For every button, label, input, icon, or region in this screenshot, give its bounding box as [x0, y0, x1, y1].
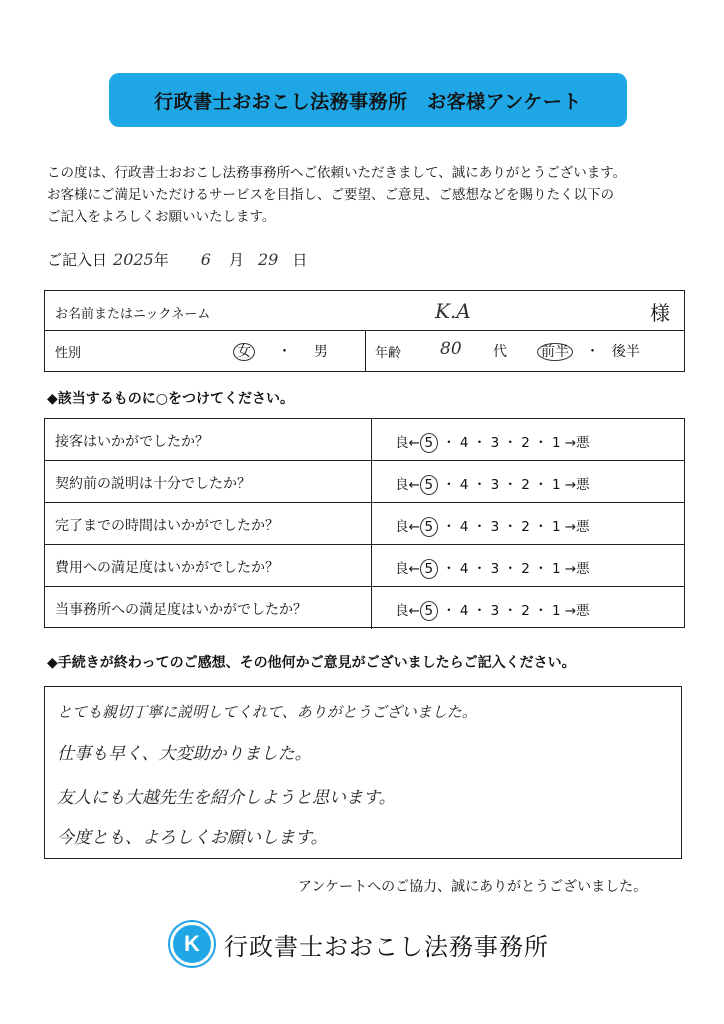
rating-row [45, 503, 684, 545]
scale-sep: ・ [503, 477, 517, 493]
scale-3: 3 [490, 561, 500, 577]
office-name: 行政書士おおこし法務事務所 [224, 932, 549, 961]
comment-line: 友人にも大越先生を紹介しようと思います。 [57, 788, 396, 808]
rating-scale [395, 431, 590, 453]
scale-sep: ・ [503, 519, 517, 535]
scale-good: 良← [395, 435, 420, 451]
scale-4: 4 [459, 561, 469, 577]
date-year: 2025 [113, 250, 154, 269]
age-first-half-selected: 前半 [537, 343, 573, 361]
date-year-unit: 年 [153, 251, 169, 269]
scale-3: 3 [490, 435, 500, 451]
intro-line: ご記入をよろしくお願いいたします。 [47, 209, 276, 225]
intro-text [47, 162, 626, 228]
scale-sep: ・ [534, 561, 548, 577]
name-value: K.A [435, 299, 471, 323]
scale-sep: ・ [503, 603, 517, 619]
scale-sep: ・ [534, 603, 548, 619]
rating-row [45, 461, 684, 503]
scale-bad: →悪 [564, 561, 590, 577]
scale-4: 4 [459, 477, 469, 493]
date-day: 29 [257, 250, 279, 269]
comment-line: とても親切丁寧に説明してくれて、ありがとうございました。 [57, 703, 477, 721]
comment-line: 仕事も早く、大変助かりました。 [57, 744, 312, 764]
rating-table [44, 418, 685, 628]
gender-age-row [45, 331, 684, 371]
age-unit: 代 [493, 344, 507, 360]
scale-3: 3 [490, 519, 500, 535]
rating-row [45, 419, 684, 461]
scale-4: 4 [459, 519, 469, 535]
column-divider [365, 331, 366, 371]
scale-3: 3 [490, 603, 500, 619]
scale-3: 3 [490, 477, 500, 493]
scale-sep: ・ [472, 561, 487, 577]
name-row [45, 291, 684, 331]
date-month-unit: 月 [228, 251, 244, 269]
column-divider [371, 419, 372, 460]
rating-question: 契約前の説明は十分でしたか？ [55, 476, 251, 492]
age-value: 80 [440, 339, 462, 359]
scale-1: 1 [551, 435, 561, 451]
comment-box [44, 686, 682, 859]
scale-5-selected: 5 [420, 475, 438, 495]
scale-sep: ・ [534, 519, 548, 535]
column-divider [371, 587, 372, 629]
scale-2: 2 [521, 561, 530, 577]
age-separator: ・ [585, 344, 600, 360]
scale-sep: ・ [534, 477, 548, 493]
scale-sep: ・ [442, 561, 456, 577]
closing-thanks: アンケートへのご協力、誠にありがとうございました。 [298, 879, 648, 895]
comment-line: 今度とも、よろしくお願いします。 [57, 828, 328, 848]
scale-5-selected: 5 [420, 433, 438, 453]
gender-label: 性別 [55, 346, 82, 361]
rating-scale [395, 473, 590, 495]
rating-scale [395, 515, 590, 537]
scale-sep: ・ [442, 435, 456, 451]
rating-question: 接客はいかがでしたか？ [55, 434, 209, 450]
gender-female-selected: 女 [233, 343, 255, 361]
scale-sep: ・ [472, 603, 487, 619]
rating-question: 完了までの時間はいかがでしたか？ [55, 518, 279, 534]
k-logo-icon [170, 922, 214, 966]
comment-heading: ◆手続きが終わってのご感想、その他何かご意見がございましたらご記入ください。 [47, 655, 576, 671]
gender-options [233, 341, 328, 361]
scale-4: 4 [459, 435, 469, 451]
scale-good: 良← [395, 603, 420, 619]
scale-4: 4 [459, 603, 469, 619]
age-second-half: 後半 [611, 344, 640, 360]
column-divider [371, 503, 372, 544]
rating-question: 当事務所への満足度はいかがでしたか？ [55, 602, 307, 618]
intro-line: この度は、行政書士おおこし法務事務所へご依頼いただきまして、誠にありがとうございます。 [47, 165, 627, 181]
rating-question: 費用への満足度はいかがでしたか？ [55, 560, 279, 576]
name-suffix: 様 [650, 301, 670, 325]
scale-sep: ・ [503, 561, 517, 577]
scale-2: 2 [521, 519, 530, 535]
scale-1: 1 [551, 477, 561, 493]
scale-good: 良← [395, 519, 420, 535]
scale-2: 2 [521, 435, 530, 451]
date-day-unit: 日 [292, 251, 308, 269]
scale-sep: ・ [503, 435, 517, 451]
scale-bad: →悪 [564, 519, 590, 535]
gender-male: 男 [313, 344, 328, 360]
date-label: ご記入日 [47, 251, 108, 269]
name-label: お名前またはニックネーム [55, 307, 211, 322]
scale-5-selected: 5 [420, 601, 438, 621]
scale-bad: →悪 [564, 477, 590, 493]
scale-sep: ・ [442, 603, 456, 619]
scale-1: 1 [551, 603, 561, 619]
rating-scale [395, 557, 590, 579]
age-label: 年齢 [375, 346, 402, 361]
scale-sep: ・ [534, 435, 548, 451]
rating-heading: ◆該当するものに○をつけてください。 [47, 391, 294, 407]
scale-sep: ・ [442, 519, 456, 535]
scale-sep: ・ [442, 477, 456, 493]
scale-sep: ・ [472, 435, 487, 451]
column-divider [371, 461, 372, 502]
profile-table [44, 290, 685, 372]
scale-sep: ・ [472, 519, 487, 535]
scale-bad: →悪 [564, 603, 590, 619]
intro-line: お客様にご満足いただけるサービスを目指し、ご要望、ご意見、ご感想などを賜りたく以下の [47, 187, 614, 203]
scale-good: 良← [395, 477, 420, 493]
scale-good: 良← [395, 561, 420, 577]
page-title: 行政書士おおこし法務事務所 お客様アンケート [109, 73, 627, 127]
footer [170, 924, 549, 964]
rating-row [45, 587, 684, 629]
scale-bad: →悪 [564, 435, 590, 451]
scale-1: 1 [551, 519, 561, 535]
date-month: 6 [200, 250, 211, 269]
rating-scale [395, 599, 590, 621]
scale-sep: ・ [472, 477, 487, 493]
scale-5-selected: 5 [420, 517, 438, 537]
scale-1: 1 [551, 561, 561, 577]
logo-letter: K [184, 931, 200, 956]
date-row [47, 249, 307, 270]
rating-row [45, 545, 684, 587]
column-divider [371, 545, 372, 586]
scale-2: 2 [521, 477, 530, 493]
scale-5-selected: 5 [420, 559, 438, 579]
age-options [537, 341, 640, 361]
gender-separator: ・ [277, 344, 292, 360]
scale-2: 2 [521, 603, 530, 619]
